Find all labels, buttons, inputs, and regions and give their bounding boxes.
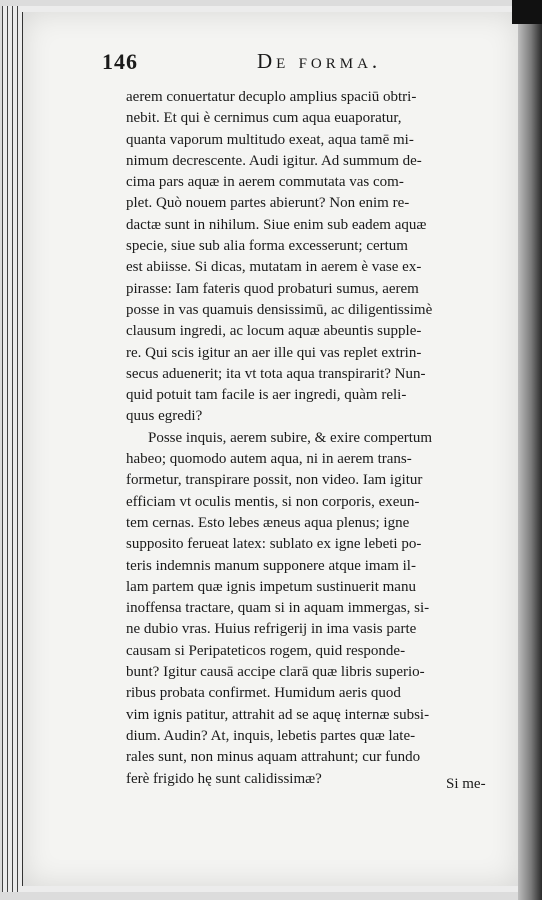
text-line: ferè frigido hę sunt calidissimæ? xyxy=(126,770,322,787)
body-text xyxy=(126,87,498,790)
text-line: teris indemnis manum supponere atque imam il- xyxy=(126,557,416,574)
text-line: quus egredi? xyxy=(126,408,203,425)
text-line: dium. Audin? At, inquis, lebetis partes quæ late- xyxy=(126,727,416,744)
text-line: inoffensa tractare, quam si in aquam immergas, si- xyxy=(126,600,430,617)
text-line: formetur, transpirare possit, non video. Iam igitur xyxy=(126,472,423,489)
text-line: posse in vas quamuis densissimū, ac diligentissimè xyxy=(126,301,433,318)
text-line: Posse inquis, aerem subire, & exire compertum xyxy=(148,429,433,446)
text-line: vim ignis patitur, attrahit ad se aquę internæ subsi- xyxy=(126,706,430,723)
page-header xyxy=(102,49,412,79)
text-line: pirasse: Iam fateris quod probaturi sumus, aerem xyxy=(126,280,419,297)
text-line: tem cernas. Esto lebes æneus aqua plenus; igne xyxy=(126,514,410,531)
catchword: Si me- xyxy=(446,776,486,792)
text-line: est abiisse. Si dicas, mutatam in aerem è vase ex- xyxy=(126,259,422,276)
text-line: re. Qui scis igitur an aer ille qui vas replet extrin- xyxy=(126,344,422,361)
text-line: causam si Peripateticos rogem, quid responde- xyxy=(126,642,406,659)
text-line: ribus probata confirmet. Humidum aeris quod xyxy=(126,685,401,702)
page-number: 146 xyxy=(102,49,138,74)
text-line: habeo; quomodo autem aqua, ni in aerem trans- xyxy=(126,451,412,468)
text-line: nimum decrescente. Audi igitur. Ad summum de- xyxy=(126,152,422,169)
text-line: cima pars aquæ in aerem commutata vas com- xyxy=(126,174,404,191)
text-line: quanta vaporum multitudo exeat, aqua tamē mi- xyxy=(126,131,414,148)
text-line: bunt? Igitur causā accipe clarā quæ libris superio- xyxy=(126,664,425,681)
text-line: efficiam vt oculis mentis, si non corporis, exeun- xyxy=(126,493,420,510)
text-line: dactæ sunt in nihilum. Siue enim sub eadem aquæ xyxy=(126,216,427,233)
scan-corner xyxy=(512,0,542,24)
running-head: De forma. xyxy=(257,49,382,73)
text-line: secus aduenerit; ita vt tota aqua transpirarit? Nun- xyxy=(126,365,426,382)
text-line: supposito ferueat latex: sublato ex igne lebeti po- xyxy=(126,536,422,553)
text-line: rales sunt, non minus aquam attrahunt; cur fundo xyxy=(126,749,421,766)
text-line: specie, siue sub alia forma excesserunt; certum xyxy=(126,238,408,255)
text-line: lam partem quæ ignis impetum sustinuerit manu xyxy=(126,578,416,595)
text-line: ne dubio vras. Huius refrigerij in ima vasis parte xyxy=(126,621,417,638)
book-binding xyxy=(518,0,542,900)
text-line: clausum ingredi, ac locum aquæ abeuntis supple- xyxy=(126,323,422,340)
text-line: plet. Quò nouem partes abierunt? Non enim re- xyxy=(126,195,410,212)
text-line: aerem conuertatur decuplo amplius spaciū obtri- xyxy=(126,89,417,105)
text-line: quid potuit tam facile is aer ingredi, quàm reli- xyxy=(126,387,407,404)
text-line: nebit. Et qui è cernimus cum aqua euaporatur, xyxy=(126,110,402,127)
